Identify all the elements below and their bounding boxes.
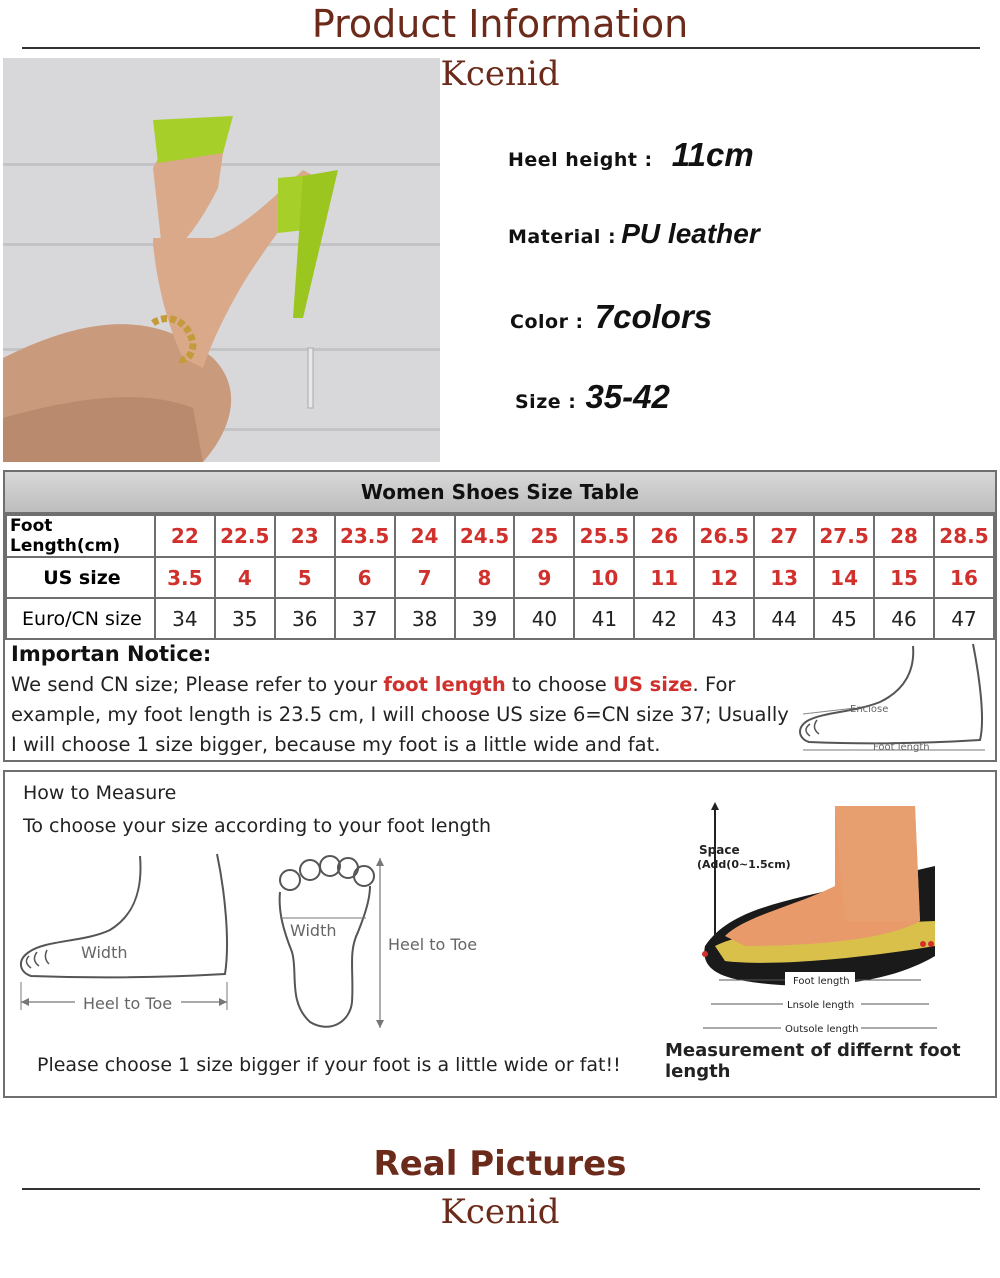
figure-label: Foot length bbox=[873, 742, 930, 753]
figure-label: Enclose bbox=[850, 704, 889, 715]
table-cell: 12 bbox=[694, 557, 754, 598]
row-label: Euro/CN size bbox=[6, 598, 155, 639]
measure-caption: Measurement of differnt foot length bbox=[665, 1040, 961, 1082]
table-cell: 44 bbox=[754, 598, 814, 639]
width-label: Width bbox=[290, 921, 337, 940]
table-cell: 16 bbox=[934, 557, 994, 598]
table-cell: 13 bbox=[754, 557, 814, 598]
page-title: Product Information bbox=[311, 2, 689, 46]
table-cell: 25.5 bbox=[574, 515, 634, 557]
measure-subtitle: To choose your size according to your foot length bbox=[23, 815, 492, 837]
size-table-title: Women Shoes Size Table bbox=[5, 472, 995, 514]
space-label: Space bbox=[699, 843, 740, 857]
spec-value: 11cm bbox=[671, 136, 754, 173]
notice-title: Importan Notice: bbox=[11, 642, 212, 666]
spec-value: 7colors bbox=[594, 298, 713, 335]
spec-label: Material : bbox=[508, 226, 617, 248]
spec-label: Heel height : bbox=[508, 149, 653, 171]
table-cell: 40 bbox=[514, 598, 574, 639]
table-cell: 24.5 bbox=[455, 515, 515, 557]
spec-material bbox=[508, 218, 760, 250]
spec-value: 35-42 bbox=[585, 378, 670, 415]
width-label: Width bbox=[81, 943, 128, 962]
table-cell: 3.5 bbox=[155, 557, 215, 598]
table-cell: 23 bbox=[275, 515, 335, 557]
title-divider bbox=[22, 47, 980, 49]
measure-title: How to Measure bbox=[23, 782, 177, 804]
table-cell: 8 bbox=[455, 557, 515, 598]
table-cell: 27.5 bbox=[814, 515, 874, 557]
table-row bbox=[6, 515, 994, 557]
table-row bbox=[6, 557, 994, 598]
table-cell: 27 bbox=[754, 515, 814, 557]
outsole-length-label: Outsole length bbox=[785, 1024, 859, 1035]
notice-part: to choose bbox=[505, 673, 613, 696]
table-cell: 25 bbox=[514, 515, 574, 557]
table-cell: 28 bbox=[874, 515, 934, 557]
table-cell: 35 bbox=[215, 598, 275, 639]
table-cell: 11 bbox=[634, 557, 694, 598]
table-cell: 15 bbox=[874, 557, 934, 598]
product-photo bbox=[3, 58, 440, 462]
real-pictures-title: Real Pictures bbox=[373, 1144, 627, 1184]
shoe-cross-section-diagram bbox=[685, 796, 965, 1036]
table-cell: 10 bbox=[574, 557, 634, 598]
measure-note: Please choose 1 size bigger if your foot is a little wide or fat!! bbox=[37, 1054, 621, 1076]
spec-label: Color : bbox=[510, 311, 584, 333]
table-cell: 22 bbox=[155, 515, 215, 557]
table-cell: 7 bbox=[395, 557, 455, 598]
spec-value: PU leather bbox=[621, 218, 760, 249]
table-cell: 4 bbox=[215, 557, 275, 598]
spec-size bbox=[515, 378, 670, 416]
table-cell: 14 bbox=[814, 557, 874, 598]
size-table-panel bbox=[3, 470, 997, 762]
table-cell: 22.5 bbox=[215, 515, 275, 557]
table-cell: 34 bbox=[155, 598, 215, 639]
table-cell: 39 bbox=[455, 598, 515, 639]
notice-part: . For example, my foot length is 23.5 cm, I will choose US size 6=CN size 37; Usually I will choose 1 size bigger, because my foot is a little wide and fat. bbox=[11, 673, 789, 756]
table-cell: 24 bbox=[395, 515, 455, 557]
footer-brand: Kcenid bbox=[440, 1192, 560, 1232]
table-cell: 28.5 bbox=[934, 515, 994, 557]
row-label: US size bbox=[6, 557, 155, 598]
foot-outline-figure bbox=[795, 640, 995, 755]
table-cell: 26.5 bbox=[694, 515, 754, 557]
insole-length-label: Lnsole length bbox=[787, 1000, 855, 1011]
spec-heel-height bbox=[508, 136, 754, 174]
table-cell: 36 bbox=[275, 598, 335, 639]
table-cell: 9 bbox=[514, 557, 574, 598]
table-cell: 5 bbox=[275, 557, 335, 598]
spec-label: Size : bbox=[515, 391, 577, 413]
table-cell: 6 bbox=[335, 557, 395, 598]
row-label: Foot Length(cm) bbox=[6, 515, 155, 557]
top-foot-diagram bbox=[270, 852, 500, 1032]
table-cell: 23.5 bbox=[335, 515, 395, 557]
size-table bbox=[5, 514, 995, 640]
brand-name: Kcenid bbox=[440, 54, 560, 94]
side-foot-diagram bbox=[15, 852, 245, 1022]
space-add-label: (Add(0~1.5cm) bbox=[697, 858, 791, 871]
table-cell: 41 bbox=[574, 598, 634, 639]
how-to-measure-panel bbox=[3, 770, 997, 1098]
heel-to-toe-label: Heel to Toe bbox=[388, 935, 478, 954]
table-cell: 26 bbox=[634, 515, 694, 557]
notice-part: We send CN size; Please refer to your bbox=[11, 673, 384, 696]
heel-to-toe-label: Heel to Toe bbox=[83, 994, 173, 1013]
foot-length-label: Foot length bbox=[793, 976, 850, 987]
table-cell: 42 bbox=[634, 598, 694, 639]
notice-foot-length: foot length bbox=[383, 673, 506, 696]
table-cell: 45 bbox=[814, 598, 874, 639]
table-cell: 37 bbox=[335, 598, 395, 639]
table-cell: 43 bbox=[694, 598, 754, 639]
table-cell: 46 bbox=[874, 598, 934, 639]
table-row bbox=[6, 598, 994, 639]
table-cell: 47 bbox=[934, 598, 994, 639]
table-cell: 38 bbox=[395, 598, 455, 639]
spec-color bbox=[510, 298, 712, 336]
notice-text bbox=[11, 670, 791, 760]
notice-us-size: US size bbox=[613, 673, 693, 696]
footer-divider bbox=[22, 1188, 980, 1190]
